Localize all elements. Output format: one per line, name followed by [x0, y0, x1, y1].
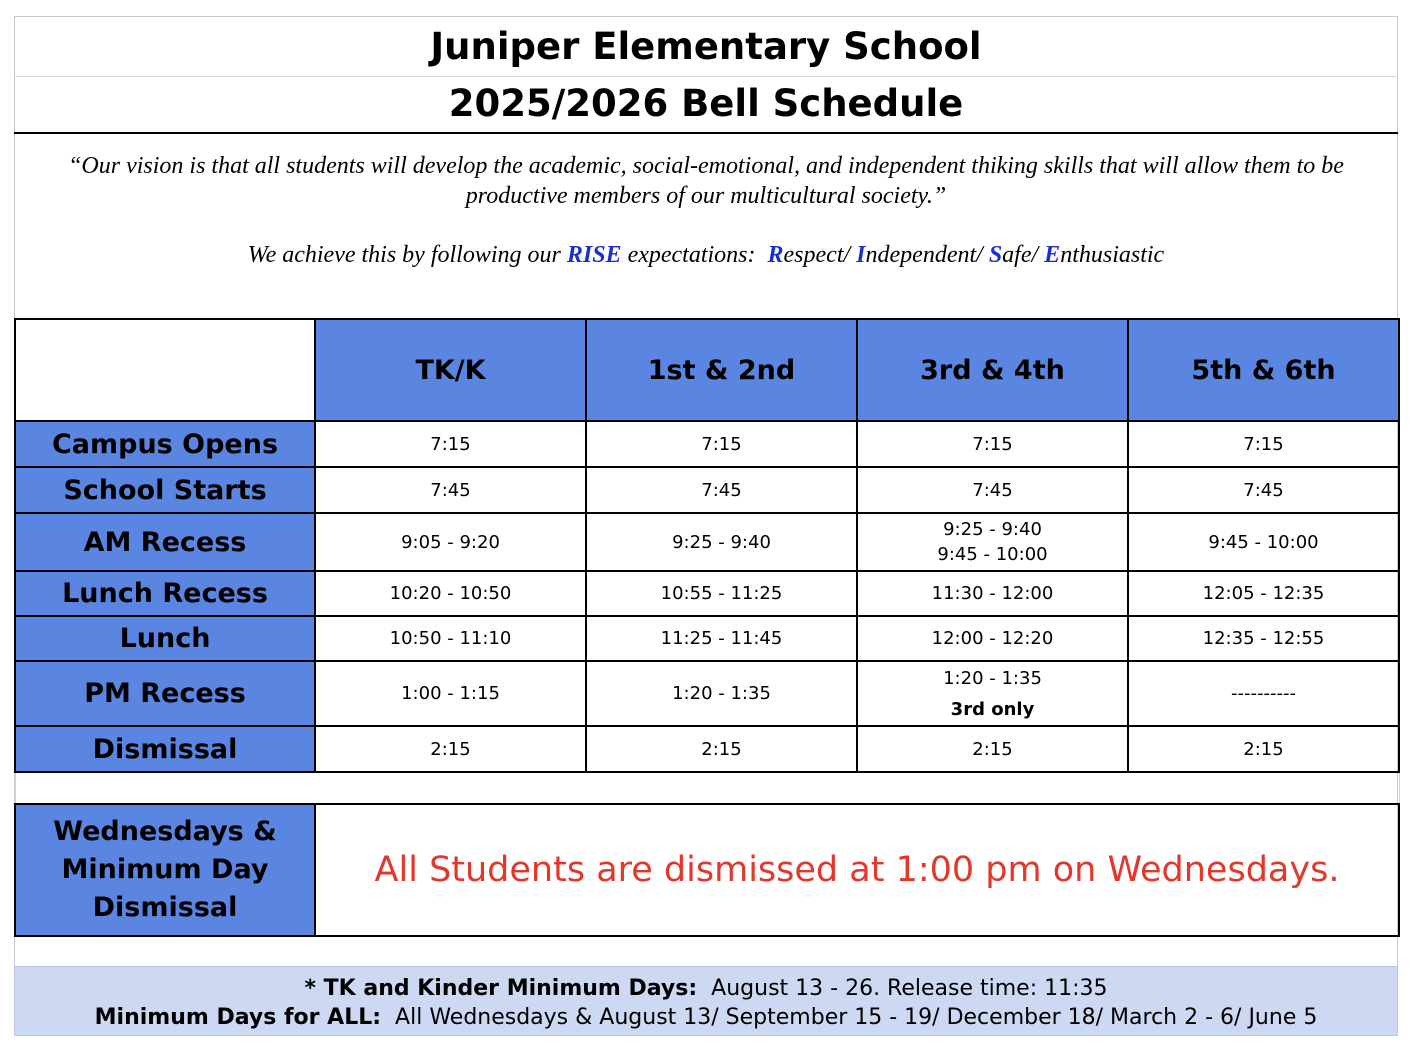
cell-line: 9:25 - 9:40 [943, 519, 1042, 540]
value-rest: nthusiastic [1060, 242, 1165, 268]
table-cell: 10:55 - 11:25 [586, 571, 857, 616]
wednesday-label-line: Wednesdays & [53, 816, 277, 847]
table-row [15, 467, 1399, 513]
header-row [15, 319, 1399, 421]
cell-line: 1:20 - 1:35 [943, 667, 1042, 689]
wednesday-dismissal-message: All Students are dismissed at 1:00 pm on Wednesdays. [315, 804, 1399, 936]
table-row [15, 571, 1399, 616]
spacer-row [15, 772, 1399, 804]
value-independent [856, 242, 983, 268]
minimum-days-footer [14, 966, 1398, 1036]
cell-line: 9:45 - 10:00 [937, 544, 1048, 565]
table-cell [857, 661, 1128, 726]
table-cell: 7:45 [857, 467, 1128, 513]
wednesday-label-line: Minimum Day [61, 854, 269, 885]
footer-line-tk [15, 974, 1397, 1003]
table-cell: 2:15 [857, 726, 1128, 772]
corner-cell [15, 319, 315, 421]
row-label-school-starts: School Starts [15, 467, 315, 513]
row-label-lunch: Lunch [15, 616, 315, 661]
table-cell: 9:25 - 9:40 [586, 513, 857, 571]
value-letter: E [1044, 242, 1061, 268]
table-cell: 1:20 - 1:35 [586, 661, 857, 726]
footer-text: August 13 - 26. Release time: 11:35 [711, 976, 1108, 1001]
table-cell: 7:15 [586, 421, 857, 467]
value-safe [989, 242, 1038, 268]
table-cell: 2:15 [315, 726, 586, 772]
row-label-am-recess: AM Recess [15, 513, 315, 571]
column-header-3rd-4th: 3rd & 4th [857, 319, 1128, 421]
table-cell: 7:15 [315, 421, 586, 467]
table-cell: 7:15 [857, 421, 1128, 467]
schedule-title: 2025/2026 Bell Schedule [14, 76, 1398, 134]
vision-statement: “Our vision is that all students will develop the academic, social-emotional, and independent thiking skills that will allow them to be productive members of our multicultural society.” [68, 153, 1344, 209]
table-cell: 10:20 - 10:50 [315, 571, 586, 616]
value-rest: espect/ [783, 242, 851, 268]
school-name: Juniper Elementary School [14, 18, 1398, 77]
rise-prefix: We achieve this by following our [247, 242, 561, 268]
table-cell: 12:00 - 12:20 [857, 616, 1128, 661]
table-row [15, 513, 1399, 571]
column-header-tkk: TK/K [315, 319, 586, 421]
table-cell: 7:45 [1128, 467, 1399, 513]
footer-label: Minimum Days for ALL: [94, 1005, 382, 1030]
column-header-1st-2nd: 1st & 2nd [586, 319, 857, 421]
cell-note: 3rd only [950, 698, 1035, 720]
footer-label: * TK and Kinder Minimum Days: [304, 976, 698, 1001]
bell-schedule-table [14, 318, 1400, 937]
table-cell: 2:15 [1128, 726, 1399, 772]
table-row [15, 661, 1399, 726]
table-cell: 10:50 - 11:10 [315, 616, 586, 661]
table-cell [857, 513, 1128, 571]
table-cell: 9:05 - 9:20 [315, 513, 586, 571]
table-row [15, 616, 1399, 661]
wednesday-label [15, 804, 315, 936]
table-cell: 7:15 [1128, 421, 1399, 467]
value-respect [768, 242, 851, 268]
rise-expectations [24, 240, 1388, 270]
table-row [15, 421, 1399, 467]
value-rest: afe/ [1002, 242, 1039, 268]
row-label-campus-opens: Campus Opens [15, 421, 315, 467]
column-header-5th-6th: 5th & 6th [1128, 319, 1399, 421]
footer-text: All Wednesdays & August 13/ September 15 - 19/ December 18/ March 2 - 6/ June 5 [395, 1005, 1318, 1030]
row-label-dismissal: Dismissal [15, 726, 315, 772]
wednesday-row [15, 804, 1399, 936]
table-cell: 7:45 [315, 467, 586, 513]
rise-word: RISE [566, 242, 622, 268]
footer-line-all [15, 1003, 1397, 1032]
value-letter: I [856, 242, 866, 268]
row-label-pm-recess: PM Recess [15, 661, 315, 726]
row-label-lunch-recess: Lunch Recess [15, 571, 315, 616]
table-cell: 2:15 [586, 726, 857, 772]
table-cell: 12:35 - 12:55 [1128, 616, 1399, 661]
table-cell: 7:45 [586, 467, 857, 513]
table-cell: 11:30 - 12:00 [857, 571, 1128, 616]
table-cell: 9:45 - 10:00 [1128, 513, 1399, 571]
value-enthusiastic [1044, 242, 1164, 268]
table-cell: 12:05 - 12:35 [1128, 571, 1399, 616]
table-cell: 11:25 - 11:45 [586, 616, 857, 661]
wednesday-label-line: Dismissal [92, 892, 238, 923]
value-letter: R [767, 242, 784, 268]
table-row [15, 726, 1399, 772]
table-cell: 1:00 - 1:15 [315, 661, 586, 726]
spacer-cell [15, 772, 1399, 804]
value-rest: ndependent/ [865, 242, 983, 268]
value-letter: S [988, 242, 1003, 268]
table-cell: ---------- [1128, 661, 1399, 726]
rise-suffix: expectations: [627, 242, 756, 268]
